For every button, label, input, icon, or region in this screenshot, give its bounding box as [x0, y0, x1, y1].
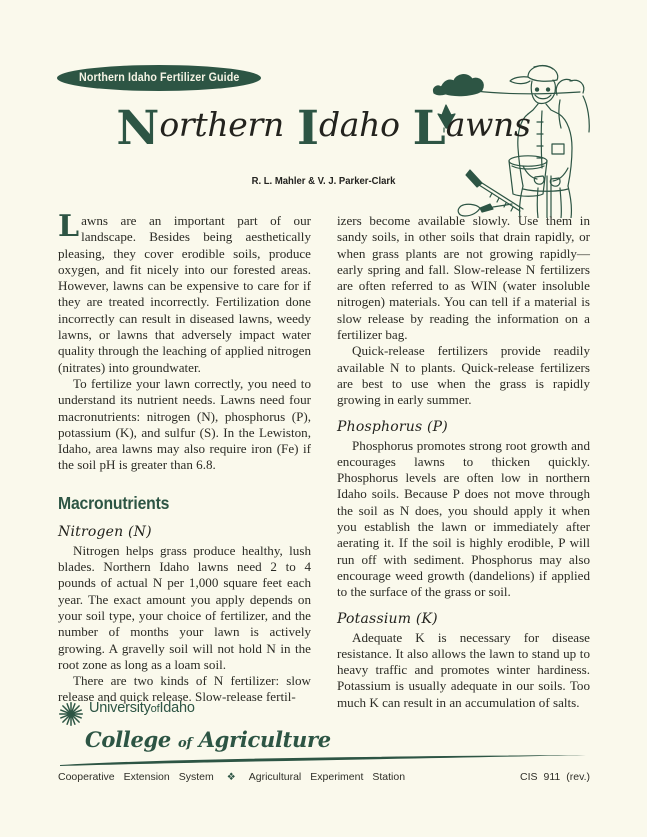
title-dropcap-i: I	[296, 101, 319, 156]
intro-paragraph-text: awns are an important part of our landscape. Besides being aesthetically pleasing, they cover erodible soils, produce oxygen, and fit nicely into our forested areas. However, lawns can be expensive to care for if they are treated incorrectly. Fertilization done incorrectly can result in diseased lawns, weedy lawns, or lawns that adversely impact water quality through the leaching of applied nitrogen (nitrates) into groundwater.	[58, 213, 311, 375]
agricultural-label: Agricultural	[248, 771, 302, 783]
publication-id	[520, 771, 590, 783]
nitrogen-paragraph-1: Nitrogen helps grass produce healthy, lush blades. Northern Idaho lawns need 2 to 4 pounds of actual N per 1,000 square feet each year. The exact amount you apply depends on your soil type, your choice of fertilizer, and the number of months your lawn is actively growing. A gravelly soil will not hold N in the root zone as long as a loam soil.	[58, 542, 311, 672]
left-paragraph-2: To fertilize your lawn correctly, you need to understand its nutrient needs. Lawns need four macronutrients: nitrogen (N), phosphorus (P), potassium (K), and sulfur (S). In the Lewiston, Idaho, area lawns may also require iron (Fe) if the soil pH is greater than 6.8.	[58, 375, 311, 473]
title-rest-lawns: awns	[445, 105, 531, 144]
phosphorus-paragraph: Phosphorus promotes strong root growth and encourages lawns to thicken quickly. Phosphorus levels are often low in northern Idaho soils. Because P does not move through the soil as N does, you should apply it when you establish the lawn or immediately after aerating it. If the soil is highly erodible, P will run off with sediment. Phosphorus may also encourage weed growth (dandelions) if applied to the surface of the grass or soil.	[337, 437, 590, 600]
publication-code: CIS	[520, 771, 538, 783]
intro-paragraph	[58, 209, 311, 376]
title-dropcap-l: L	[412, 101, 446, 156]
title-dropcap-n: N	[116, 101, 160, 156]
footer-swoosh-rule	[58, 755, 590, 767]
college-word: College	[85, 727, 171, 752]
macronutrients-heading: Macronutrients	[58, 492, 170, 513]
extension-label: Extension	[123, 771, 170, 783]
experiment-label: Experiment	[310, 771, 364, 783]
university-name	[89, 700, 195, 717]
right-column	[337, 213, 590, 710]
diamond-separator-icon: ❖	[226, 771, 236, 783]
university-idaho-word: Idaho	[159, 700, 195, 716]
authors-byline: R. L. Mahler & V. J. Parker-Clark	[251, 176, 396, 187]
university-of-word: of	[150, 703, 160, 715]
title-rest-northern: orthern	[159, 105, 284, 144]
university-logo	[58, 700, 590, 727]
station-label: Station	[372, 771, 406, 783]
college-name	[85, 728, 590, 755]
intro-dropcap: L	[58, 209, 80, 244]
potassium-paragraph: Adequate K is necessary for disease resistance. It also allows the lawn to stand up to heavy traffic and promotes winter hardiness. Potassium is usually adequate in our soils. Too much K can result in an accumulation of salts.	[337, 629, 590, 710]
title-word-lawns	[412, 101, 531, 156]
college-of-word: of	[178, 736, 192, 751]
series-banner	[57, 65, 261, 91]
sunburst-icon	[58, 701, 84, 727]
publication-revision: (rev.)	[566, 771, 590, 783]
series-banner-label: Northern Idaho Fertilizer Guide	[78, 72, 240, 84]
potassium-subheading: Potassium (K)	[337, 610, 438, 627]
phosphorus-subheading: Phosphorus (P)	[337, 418, 448, 435]
page-footer	[58, 700, 590, 783]
nitrogen-continued-paragraph: izers become available slowly. Use them in sandy soils, in other soils that drain rapidly, or when grass plants are not growing rapidly—early spring and fall. Slow-release N fertilizers are often referred to as WIN (water insoluble nitrogen) materials. You can tell if a material is slow release by reading the information on a fertilizer bag.	[337, 213, 590, 343]
footer-agencies	[58, 771, 405, 783]
page-title	[0, 101, 647, 156]
system-label: System	[178, 771, 214, 783]
publication-number: 911	[543, 771, 561, 783]
footer-text-line	[58, 771, 590, 783]
left-column	[58, 209, 311, 705]
college-agriculture-word: Agriculture	[198, 727, 331, 752]
title-word-idaho	[296, 101, 400, 156]
title-rest-idaho: daho	[318, 105, 400, 144]
university-word: University	[89, 700, 151, 716]
quick-release-paragraph: Quick-release fertilizers provide readily available N to plants. Quick-release fertilizers are best to use when the grass is rapidly growing in early summer.	[337, 343, 590, 408]
nitrogen-subheading: Nitrogen (N)	[58, 523, 152, 540]
title-word-northern	[116, 101, 284, 156]
cooperative-label: Cooperative	[58, 771, 115, 783]
nitrogen-paragraph-2: There are two kinds of N fertilizer: slow release and quick release. Slow-release fertil-	[58, 673, 311, 705]
